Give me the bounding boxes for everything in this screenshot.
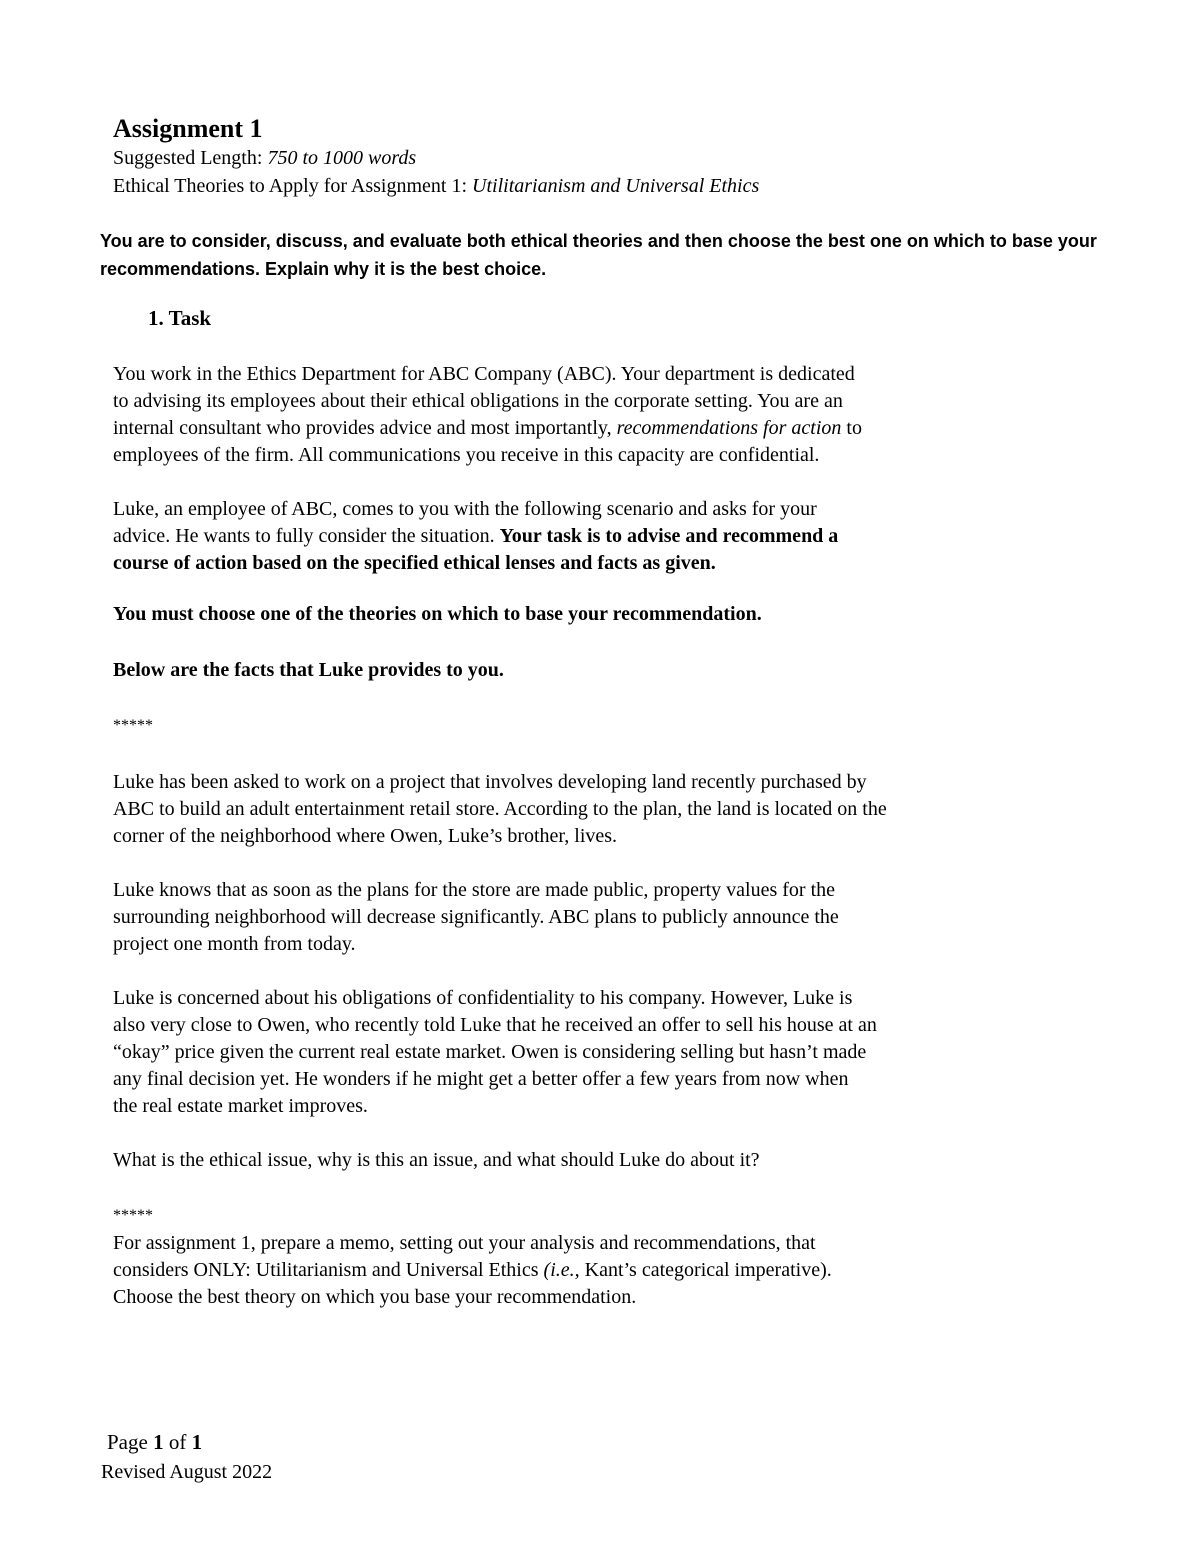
page-total: 1 [191, 1430, 203, 1454]
text-run: Kant’s categorical imperative). [579, 1259, 832, 1281]
paragraph-line: Luke knows that as soon as the plans for the store are made public, property values for the [113, 879, 836, 901]
suggested-length [113, 145, 416, 171]
ethical-theories [113, 173, 759, 199]
suggested-length-label: Suggested Length: [113, 147, 268, 169]
task-heading: 1. Task [148, 306, 212, 330]
separator-stars: ***** [113, 1207, 153, 1224]
paragraph-line: For assignment 1, prepare a memo, setting out your analysis and recommendations, that [113, 1232, 816, 1254]
paragraph-line: Luke has been asked to work on a project that involves developing land recently purchased by [113, 771, 867, 793]
paragraph-question [113, 1147, 760, 1174]
emphasis-text: recommendations for action [616, 417, 842, 439]
separator-stars: ***** [113, 717, 153, 734]
bold-text: Below are the facts that Luke provides to you. [113, 659, 504, 681]
paragraph-line: ABC to build an adult entertainment retail store. According to the plan, the land is located on the [113, 798, 887, 820]
paragraph-confidentiality [113, 985, 877, 1120]
paragraph-line: surrounding neighborhood will decrease significantly. ABC plans to publicly announce the [113, 906, 839, 928]
paragraph-line [113, 415, 862, 442]
paragraph-line [113, 523, 838, 550]
paragraph-line [113, 601, 762, 628]
paragraph-role [113, 361, 862, 469]
ethical-theories-value: Utilitarianism and Universal Ethics [472, 175, 760, 197]
paragraph-line: What is the ethical issue, why is this an issue, and what should Luke do about it? [113, 1149, 760, 1171]
page-of: of [163, 1430, 192, 1454]
suggested-length-value: 750 to 1000 words [267, 147, 417, 169]
text-run: internal consultant who provides advice and most importantly, [113, 417, 617, 439]
paragraph-line: to advising its employees about their ethical obligations in the corporate setting. You are an [113, 390, 843, 412]
paragraph-line [113, 657, 504, 684]
paragraph-line [113, 1257, 832, 1284]
paragraph-facts-intro [113, 657, 504, 684]
bold-text: Your task is to advise and recommend a [499, 525, 839, 547]
paragraph-project [113, 769, 887, 850]
page-number [107, 1428, 202, 1456]
paragraph-line: Luke, an employee of ABC, comes to you with the following scenario and asks for your [113, 498, 817, 520]
paragraph-line: project one month from today. [113, 933, 356, 955]
text-run: to [841, 417, 862, 439]
page-label: Page [107, 1430, 154, 1454]
bold-text: You must choose one of the theories on which to base your recommendation. [113, 603, 762, 625]
instructions-text: You are to consider, discuss, and evaluate both ethical theories and then choose the best one on which to base your recommendations. Explain why it is the best choice. [100, 231, 1097, 279]
page-current: 1 [153, 1430, 164, 1454]
paragraph-line [113, 550, 838, 577]
paragraph-memo-instructions [113, 1230, 832, 1311]
text-run: advice. He wants to fully consider the situation. [113, 525, 500, 547]
text-run: considers ONLY: Utilitarianism and Universal Ethics [113, 1259, 544, 1281]
page-title: Assignment 1 [113, 114, 263, 143]
revision-date: Revised August 2022 [101, 1461, 273, 1483]
paragraph-line: Luke is concerned about his obligations of confidentiality to his company. However, Luke is [113, 987, 853, 1009]
paragraph-line: “okay” price given the current real estate market. Owen is considering selling but hasn’t made [113, 1041, 867, 1063]
emphasis-text: (i.e., [543, 1259, 580, 1281]
paragraph-line: any final decision yet. He wonders if he might get a better offer a few years from now when [113, 1068, 849, 1090]
paragraph-line: the real estate market improves. [113, 1095, 368, 1117]
bold-text: course of action based on the specified ethical lenses and facts as given. [113, 552, 716, 574]
paragraph-line: also very close to Owen, who recently told Luke that he received an offer to sell his house at an [113, 1014, 877, 1036]
paragraph-line: Choose the best theory on which you base your recommendation. [113, 1286, 637, 1308]
paragraph-line: corner of the neighborhood where Owen, Luke’s brother, lives. [113, 825, 618, 847]
paragraph-line: You work in the Ethics Department for ABC Company (ABC). Your department is dedicated [113, 363, 855, 385]
paragraph-line: employees of the firm. All communications you receive in this capacity are confidential. [113, 444, 820, 466]
paragraph-choose-theory [113, 601, 762, 628]
paragraph-scenario-intro [113, 496, 838, 577]
ethical-theories-label: Ethical Theories to Apply for Assignment 1: [113, 175, 473, 197]
paragraph-property-values [113, 877, 839, 958]
